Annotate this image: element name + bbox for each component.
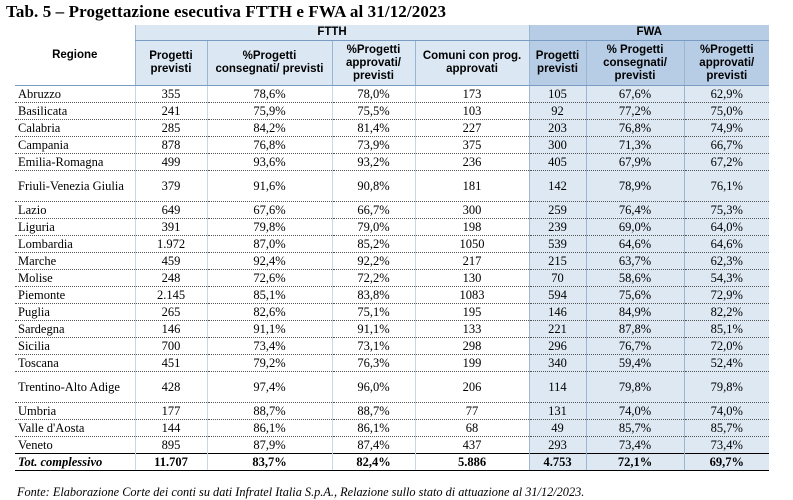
value-cell: 70: [529, 270, 586, 287]
value-cell: 379: [135, 171, 207, 202]
value-cell: 375: [415, 137, 529, 154]
value-cell: 73,9%: [332, 137, 415, 154]
value-cell: 85,1%: [684, 321, 769, 338]
value-cell: 131: [529, 403, 586, 420]
value-cell: 72,9%: [684, 287, 769, 304]
value-cell: 82,2%: [684, 304, 769, 321]
header-fwa-previsti: Progetti previsti: [529, 41, 586, 86]
value-cell: 69,0%: [586, 219, 684, 236]
table-row: [15, 287, 769, 304]
value-cell: 215: [529, 253, 586, 270]
value-cell: 67,6%: [207, 202, 332, 219]
value-cell: 1050: [415, 236, 529, 253]
value-cell: 85,1%: [207, 287, 332, 304]
value-cell: 79,2%: [207, 355, 332, 372]
value-cell: 93,6%: [207, 154, 332, 171]
region-cell: Molise: [15, 270, 135, 287]
value-cell: 85,7%: [586, 420, 684, 437]
region-cell: Valle d'Aosta: [15, 420, 135, 437]
header-regione: Regione: [15, 25, 135, 86]
region-cell: Piemonte: [15, 287, 135, 304]
group-ftth: FTTH: [135, 25, 529, 41]
value-cell: 82,4%: [332, 454, 415, 471]
region-cell: Liguria: [15, 219, 135, 236]
value-cell: 82,6%: [207, 304, 332, 321]
value-cell: 451: [135, 355, 207, 372]
value-cell: 1083: [415, 287, 529, 304]
value-cell: 87,0%: [207, 236, 332, 253]
value-cell: 75,5%: [332, 103, 415, 120]
value-cell: 142: [529, 171, 586, 202]
table-body: [15, 86, 769, 471]
value-cell: 58,6%: [586, 270, 684, 287]
value-cell: 199: [415, 355, 529, 372]
value-cell: 203: [529, 120, 586, 137]
region-cell: Calabria: [15, 120, 135, 137]
value-cell: 221: [529, 321, 586, 338]
value-cell: 87,8%: [586, 321, 684, 338]
table-row: [15, 236, 769, 253]
value-cell: 146: [135, 321, 207, 338]
value-cell: 76,7%: [586, 338, 684, 355]
value-cell: 92,2%: [332, 253, 415, 270]
value-cell: 75,1%: [332, 304, 415, 321]
table-row: [15, 355, 769, 372]
value-cell: 66,7%: [332, 202, 415, 219]
value-cell: 76,8%: [586, 120, 684, 137]
value-cell: 241: [135, 103, 207, 120]
value-cell: 293: [529, 437, 586, 454]
value-cell: 78,9%: [586, 171, 684, 202]
value-cell: 76,1%: [684, 171, 769, 202]
value-cell: 77: [415, 403, 529, 420]
source-note: Fonte: Elaborazione Corte dei conti su dati Infratel Italia S.p.A., Relazione sullo stato di attuazione al 31/12/2023.: [17, 485, 585, 499]
value-cell: 85,7%: [684, 420, 769, 437]
value-cell: 459: [135, 253, 207, 270]
value-cell: 103: [415, 103, 529, 120]
value-cell: 79,8%: [586, 372, 684, 403]
value-cell: 355: [135, 86, 207, 103]
value-cell: 198: [415, 219, 529, 236]
table-row: [15, 137, 769, 154]
region-cell: Lazio: [15, 202, 135, 219]
value-cell: 91,1%: [207, 321, 332, 338]
value-cell: 79,0%: [332, 219, 415, 236]
value-cell: 88,7%: [207, 403, 332, 420]
value-cell: 76,8%: [207, 137, 332, 154]
value-cell: 2.145: [135, 287, 207, 304]
value-cell: 181: [415, 171, 529, 202]
table-row: [15, 304, 769, 321]
table-row: [15, 253, 769, 270]
value-cell: 72,6%: [207, 270, 332, 287]
region-cell: Friuli-Venezia Giulia: [15, 171, 135, 202]
value-cell: 133: [415, 321, 529, 338]
region-cell: Lombardia: [15, 236, 135, 253]
value-cell: 75,6%: [586, 287, 684, 304]
value-cell: 75,3%: [684, 202, 769, 219]
value-cell: 91,1%: [332, 321, 415, 338]
region-cell: Sardegna: [15, 321, 135, 338]
region-cell: Basilicata: [15, 103, 135, 120]
value-cell: 84,2%: [207, 120, 332, 137]
value-cell: 499: [135, 154, 207, 171]
value-cell: 78,0%: [332, 86, 415, 103]
value-cell: 64,6%: [586, 236, 684, 253]
value-cell: 63,7%: [586, 253, 684, 270]
value-cell: 265: [135, 304, 207, 321]
table-row: [15, 270, 769, 287]
table-row: [15, 372, 769, 403]
value-cell: 1.972: [135, 236, 207, 253]
value-cell: 84,9%: [586, 304, 684, 321]
value-cell: 227: [415, 120, 529, 137]
table-row: [15, 154, 769, 171]
value-cell: 54,3%: [684, 270, 769, 287]
value-cell: 895: [135, 437, 207, 454]
value-cell: 74,0%: [684, 403, 769, 420]
table-row: [15, 403, 769, 420]
value-cell: 86,1%: [332, 420, 415, 437]
header-ftth-consegnati: %Progetti consegnati/ previsti: [207, 41, 332, 86]
value-cell: 87,9%: [207, 437, 332, 454]
value-cell: 428: [135, 372, 207, 403]
value-cell: 62,3%: [684, 253, 769, 270]
table-row: [15, 321, 769, 338]
value-cell: 217: [415, 253, 529, 270]
table-row: [15, 219, 769, 236]
table-row: [15, 420, 769, 437]
data-table: [15, 25, 769, 471]
header-fwa-approvati: %Progetti approvati/ previsti: [684, 41, 769, 86]
region-cell: Tot. complessivo: [15, 454, 135, 471]
value-cell: 75,0%: [684, 103, 769, 120]
table-row: [15, 437, 769, 454]
value-cell: 73,4%: [684, 437, 769, 454]
value-cell: 69,7%: [684, 454, 769, 471]
table-row: [15, 103, 769, 120]
value-cell: 74,9%: [684, 120, 769, 137]
value-cell: 86,1%: [207, 420, 332, 437]
value-cell: 67,6%: [586, 86, 684, 103]
region-cell: Veneto: [15, 437, 135, 454]
value-cell: 130: [415, 270, 529, 287]
value-cell: 76,3%: [332, 355, 415, 372]
region-cell: Abruzzo: [15, 86, 135, 103]
value-cell: 83,8%: [332, 287, 415, 304]
value-cell: 298: [415, 338, 529, 355]
value-cell: 96,0%: [332, 372, 415, 403]
value-cell: 79,8%: [684, 372, 769, 403]
region-cell: Campania: [15, 137, 135, 154]
region-cell: Trentino-Alto Adige: [15, 372, 135, 403]
value-cell: 79,8%: [207, 219, 332, 236]
value-cell: 296: [529, 338, 586, 355]
table-title: Tab. 5 – Progettazione esecutiva FTTH e FWA al 31/12/2023: [6, 2, 447, 21]
value-cell: 236: [415, 154, 529, 171]
value-cell: 92: [529, 103, 586, 120]
value-cell: 67,2%: [684, 154, 769, 171]
value-cell: 87,4%: [332, 437, 415, 454]
value-cell: 67,9%: [586, 154, 684, 171]
value-cell: 878: [135, 137, 207, 154]
value-cell: 285: [135, 120, 207, 137]
value-cell: 66,7%: [684, 137, 769, 154]
value-cell: 90,8%: [332, 171, 415, 202]
value-cell: 93,2%: [332, 154, 415, 171]
region-cell: Puglia: [15, 304, 135, 321]
value-cell: 73,4%: [207, 338, 332, 355]
value-cell: 259: [529, 202, 586, 219]
value-cell: 68: [415, 420, 529, 437]
region-cell: Emilia-Romagna: [15, 154, 135, 171]
value-cell: 97,4%: [207, 372, 332, 403]
region-cell: Umbria: [15, 403, 135, 420]
value-cell: 300: [529, 137, 586, 154]
value-cell: 83,7%: [207, 454, 332, 471]
value-cell: 195: [415, 304, 529, 321]
value-cell: 92,4%: [207, 253, 332, 270]
value-cell: 649: [135, 202, 207, 219]
value-cell: 52,4%: [684, 355, 769, 372]
region-cell: Sicilia: [15, 338, 135, 355]
value-cell: 72,0%: [684, 338, 769, 355]
value-cell: 300: [415, 202, 529, 219]
table-row: [15, 86, 769, 103]
header-ftth-previsti: Progetti previsti: [135, 41, 207, 86]
value-cell: 74,0%: [586, 403, 684, 420]
value-cell: 59,4%: [586, 355, 684, 372]
value-cell: 144: [135, 420, 207, 437]
value-cell: 206: [415, 372, 529, 403]
value-cell: 11.707: [135, 454, 207, 471]
value-cell: 71,3%: [586, 137, 684, 154]
value-cell: 5.886: [415, 454, 529, 471]
header-ftth-approvati: %Progetti approvati/ previsti: [332, 41, 415, 86]
value-cell: 391: [135, 219, 207, 236]
value-cell: 146: [529, 304, 586, 321]
value-cell: 81,4%: [332, 120, 415, 137]
value-cell: 76,4%: [586, 202, 684, 219]
value-cell: 248: [135, 270, 207, 287]
header-fwa-consegnati: % Progetti consegnati/ previsti: [586, 41, 684, 86]
value-cell: 437: [415, 437, 529, 454]
value-cell: 85,2%: [332, 236, 415, 253]
value-cell: 4.753: [529, 454, 586, 471]
region-cell: Marche: [15, 253, 135, 270]
table-row: [15, 171, 769, 202]
value-cell: 594: [529, 287, 586, 304]
value-cell: 539: [529, 236, 586, 253]
value-cell: 75,9%: [207, 103, 332, 120]
table-row: [15, 338, 769, 355]
value-cell: 700: [135, 338, 207, 355]
value-cell: 73,4%: [586, 437, 684, 454]
value-cell: 77,2%: [586, 103, 684, 120]
region-cell: Toscana: [15, 355, 135, 372]
value-cell: 405: [529, 154, 586, 171]
value-cell: 49: [529, 420, 586, 437]
value-cell: 177: [135, 403, 207, 420]
group-fwa: FWA: [529, 25, 769, 41]
value-cell: 64,6%: [684, 236, 769, 253]
value-cell: 88,7%: [332, 403, 415, 420]
header-comuni: Comuni con prog. approvati: [415, 41, 529, 86]
value-cell: 173: [415, 86, 529, 103]
value-cell: 105: [529, 86, 586, 103]
value-cell: 64,0%: [684, 219, 769, 236]
table-row: [15, 202, 769, 219]
value-cell: 72,1%: [586, 454, 684, 471]
value-cell: 91,6%: [207, 171, 332, 202]
value-cell: 72,2%: [332, 270, 415, 287]
value-cell: 62,9%: [684, 86, 769, 103]
value-cell: 73,1%: [332, 338, 415, 355]
table-row: [15, 120, 769, 137]
value-cell: 239: [529, 219, 586, 236]
value-cell: 340: [529, 355, 586, 372]
value-cell: 114: [529, 372, 586, 403]
value-cell: 78,6%: [207, 86, 332, 103]
total-row: [15, 454, 769, 471]
